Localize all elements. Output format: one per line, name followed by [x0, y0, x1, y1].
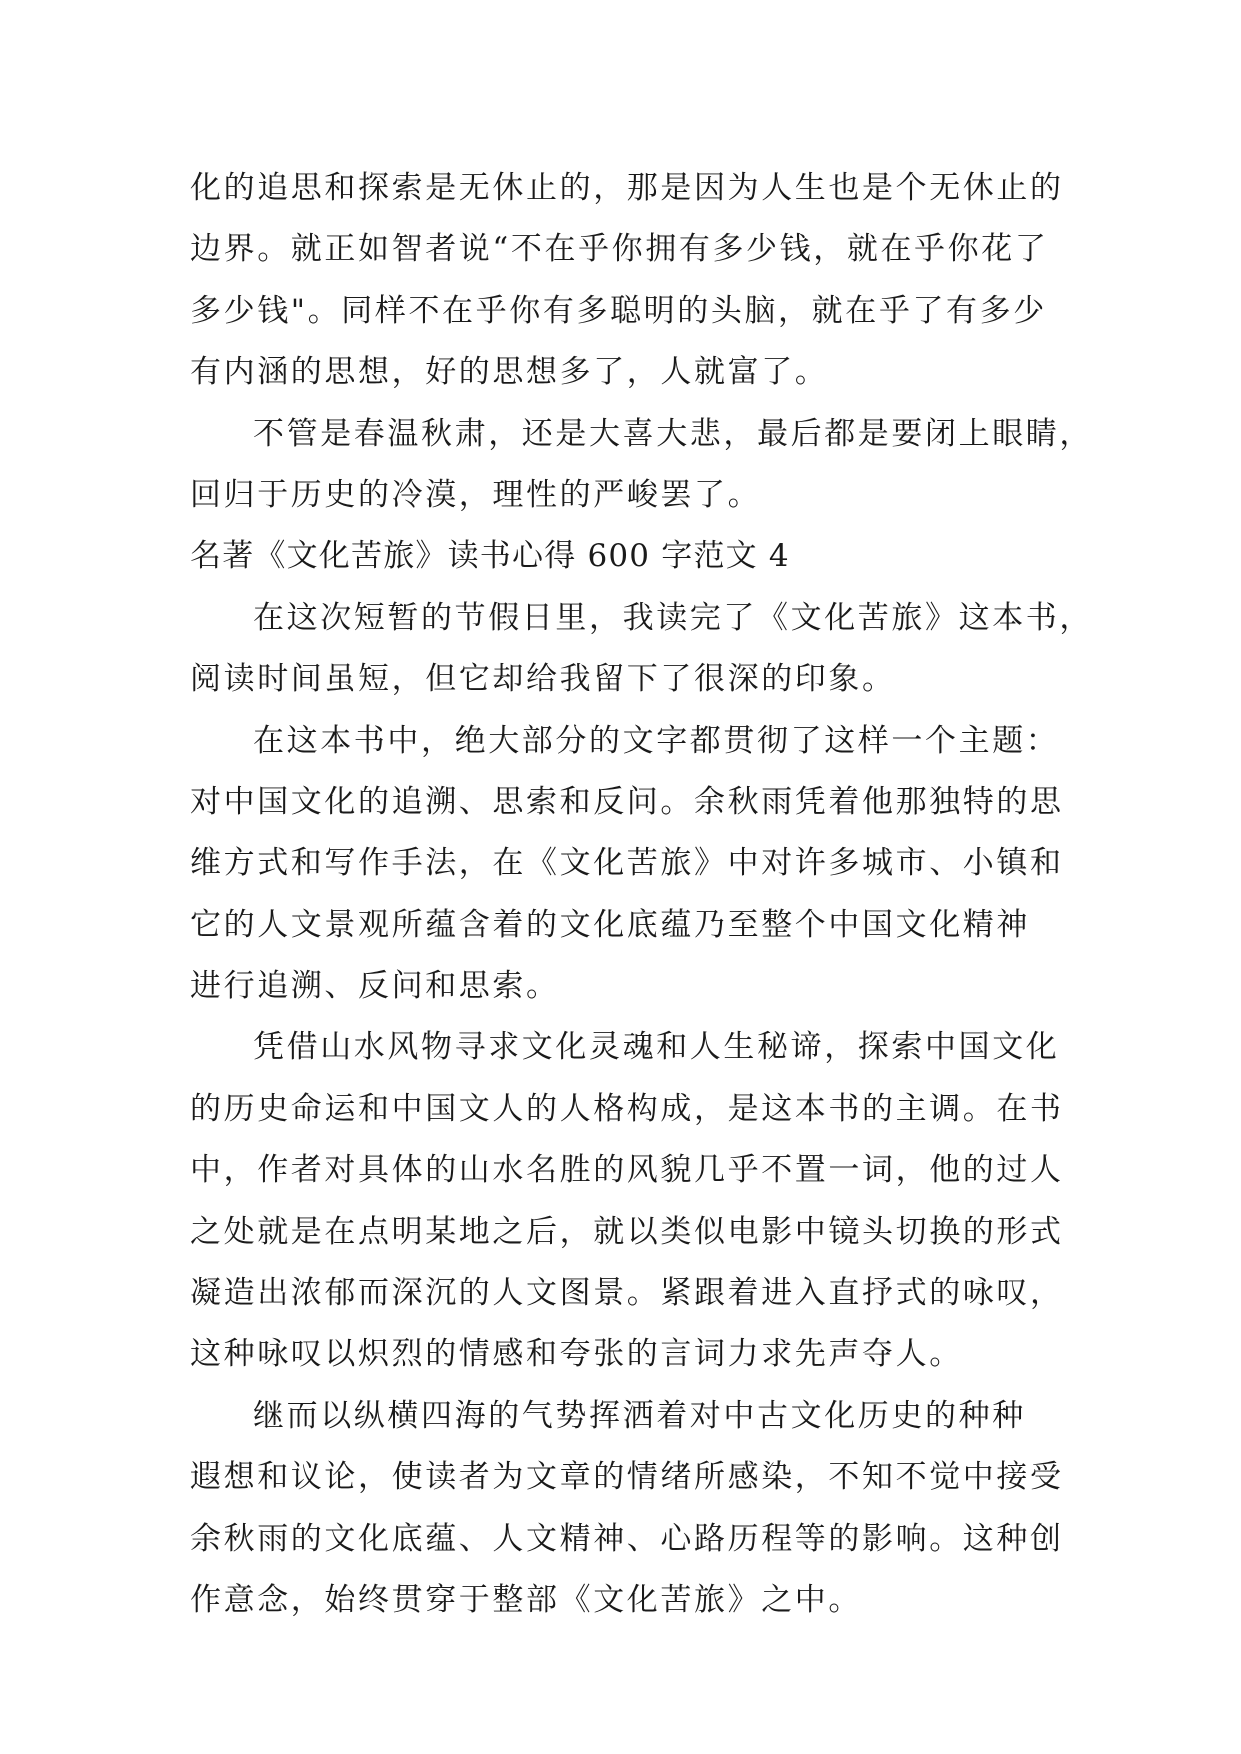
paragraph-first-line: 不管是春温秋肃，还是大喜大悲，最后都是要闭上眼睛，	[253, 415, 1093, 452]
text-line: 多少钱"。同样不在乎你有多聪明的头脑，就在乎了有多少	[190, 292, 1047, 329]
text-line: 边界。就正如智者说“不在乎你拥有多少钱，就在乎你花了	[190, 231, 1049, 268]
text-line: 阅读时间虽短，但它却给我留下了很深的印象。	[190, 661, 896, 698]
text-line: 遐想和议论，使读者为文章的情绪所感染，不知不觉中接受	[190, 1459, 1064, 1496]
text-line: 这种咏叹以炽烈的情感和夸张的言词力求先声夺人。	[190, 1336, 963, 1373]
text-line: 回归于历史的冷漠，理性的严峻罢了。	[190, 476, 762, 513]
paragraph-first-line: 在这本书中，绝大部分的文字都贯彻了这样一个主题：	[253, 722, 1060, 759]
text-line: 有内涵的思想，好的思想多了，人就富了。	[190, 354, 829, 391]
paragraph-first-line: 在这次短暂的节假日里，我读完了《文化苦旅》这本书，	[253, 599, 1093, 636]
text-line: 的历史命运和中国文人的人格构成，是这本书的主调。在书	[190, 1090, 1064, 1127]
text-line: 维方式和写作手法，在《文化苦旅》中对许多城市、小镇和	[190, 845, 1064, 882]
text-line: 余秋雨的文化底蕴、人文精神、心路历程等的影响。这种创	[190, 1520, 1064, 1557]
text-line: 中，作者对具体的山水名胜的风貌几乎不置一词，他的过人	[190, 1152, 1064, 1189]
text-line: 它的人文景观所蕴含着的文化底蕴乃至整个中国文化精神	[190, 906, 1030, 943]
text-line: 凝造出浓郁而深沉的人文图景。紧跟着进入直抒式的咏叹，	[190, 1275, 1064, 1312]
paragraph-first-line: 继而以纵横四海的气势挥洒着对中古文化历史的种种	[253, 1397, 1026, 1434]
paragraph-first-line: 凭借山水风物寻求文化灵魂和人生秘谛，探索中国文化	[253, 1029, 1060, 1066]
text-line: 化的追思和探索是无休止的，那是因为人生也是个无休止的	[190, 170, 1064, 206]
text-line: 进行追溯、反问和思索。	[190, 968, 560, 1005]
section-heading: 名著《文化苦旅》读书心得 600 字范文 4	[190, 538, 790, 575]
text-line: 对中国文化的追溯、思索和反问。余秋雨凭着他那独特的思	[190, 783, 1064, 820]
text-line: 之处就是在点明某地之后，就以类似电影中镜头切换的形式	[190, 1213, 1064, 1250]
text-line: 作意念，始终贯穿于整部《文化苦旅》之中。	[190, 1581, 862, 1618]
document-body	[190, 158, 1093, 1631]
